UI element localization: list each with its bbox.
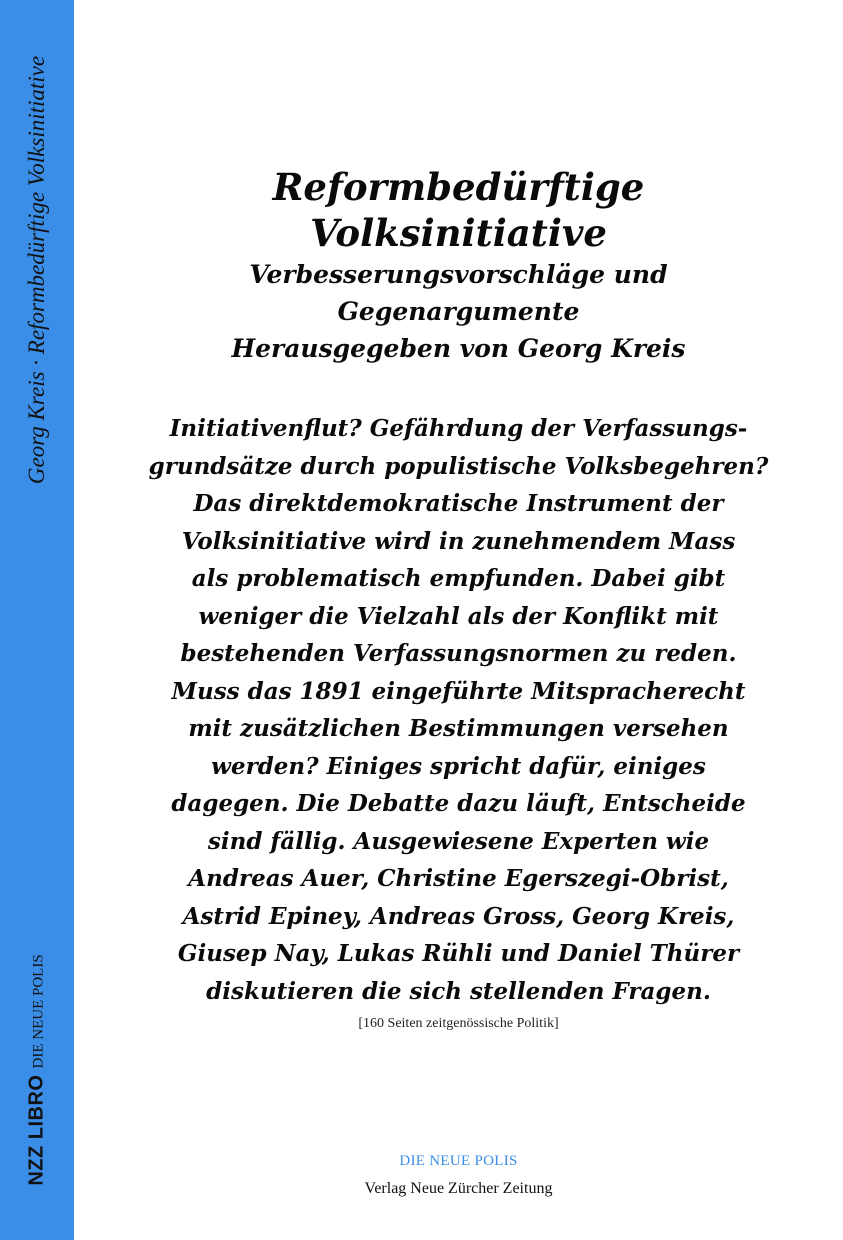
spine-imprint <box>26 954 49 1185</box>
blurb-line: Andreas Auer, Christine Egerszegi-Obrist, <box>188 865 729 892</box>
publisher-name: Verlag Neue Zürcher Zeitung <box>364 1180 553 1197</box>
spine-brand-logo: NZZ LIBRO <box>25 1074 48 1186</box>
subtitle-line-2: Gegenargumente <box>337 297 580 326</box>
blurb-line: Giusep Nay, Lukas Rühli und Daniel Thürer <box>177 940 740 967</box>
spine-author-title: Georg Kreis · Reformbedürftige Volksinitiative <box>24 55 49 485</box>
title-block <box>74 164 843 367</box>
spine <box>0 0 74 1240</box>
blurb-line: sind fällig. Ausgewiesene Experten wie <box>207 827 710 855</box>
spine-series: DIE NEUE POLIS <box>30 954 47 1069</box>
blurb-line: diskutieren die sich stellenden Fragen. <box>206 977 711 1005</box>
blurb-line: Das direktdemokratische Instrument der <box>193 490 724 517</box>
blurb-line: werden? Einiges spricht dafür, einiges <box>211 752 706 780</box>
blurb-line: Volksinitiative wird in zunehmendem Mass <box>181 527 736 555</box>
page-count-note: [160 Seiten zeitgenössische Politik] <box>358 1016 559 1031</box>
series-name: DIE NEUE POLIS <box>399 1153 518 1169</box>
subtitle-line-1: Verbesserungsvorschläge und <box>249 260 668 289</box>
blurb-line: als problematisch empfunden. Dabei gibt <box>191 565 726 592</box>
editor-line: Herausgegeben von Georg Kreis <box>231 334 686 363</box>
blurb-line: grundsätze durch populistische Volksbegehren? <box>148 452 769 480</box>
blurb-line: bestehenden Verfassungsnormen zu reden. <box>180 640 737 667</box>
blurb <box>146 410 771 1010</box>
blurb-line: weniger die Vielzahl als der Konflikt mit <box>198 602 719 630</box>
blurb-line: Astrid Epiney, Andreas Gross, Georg Kreis, <box>182 902 735 930</box>
blurb-line: Muss das 1891 eingeführte Mitspracherecht <box>171 677 746 705</box>
front-cover <box>74 0 843 1240</box>
blurb-line: Initiativenflut? Gefährdung der Verfassungs- <box>169 415 748 442</box>
book-title-line-2: Volksinitiative <box>310 211 607 255</box>
book-title-line-1: Reformbedürftige <box>272 165 645 209</box>
blurb-line: dagegen. Die Debatte dazu läuft, Entscheide <box>171 790 746 817</box>
blurb-line: mit zusätzlichen Bestimmungen versehen <box>188 715 729 742</box>
